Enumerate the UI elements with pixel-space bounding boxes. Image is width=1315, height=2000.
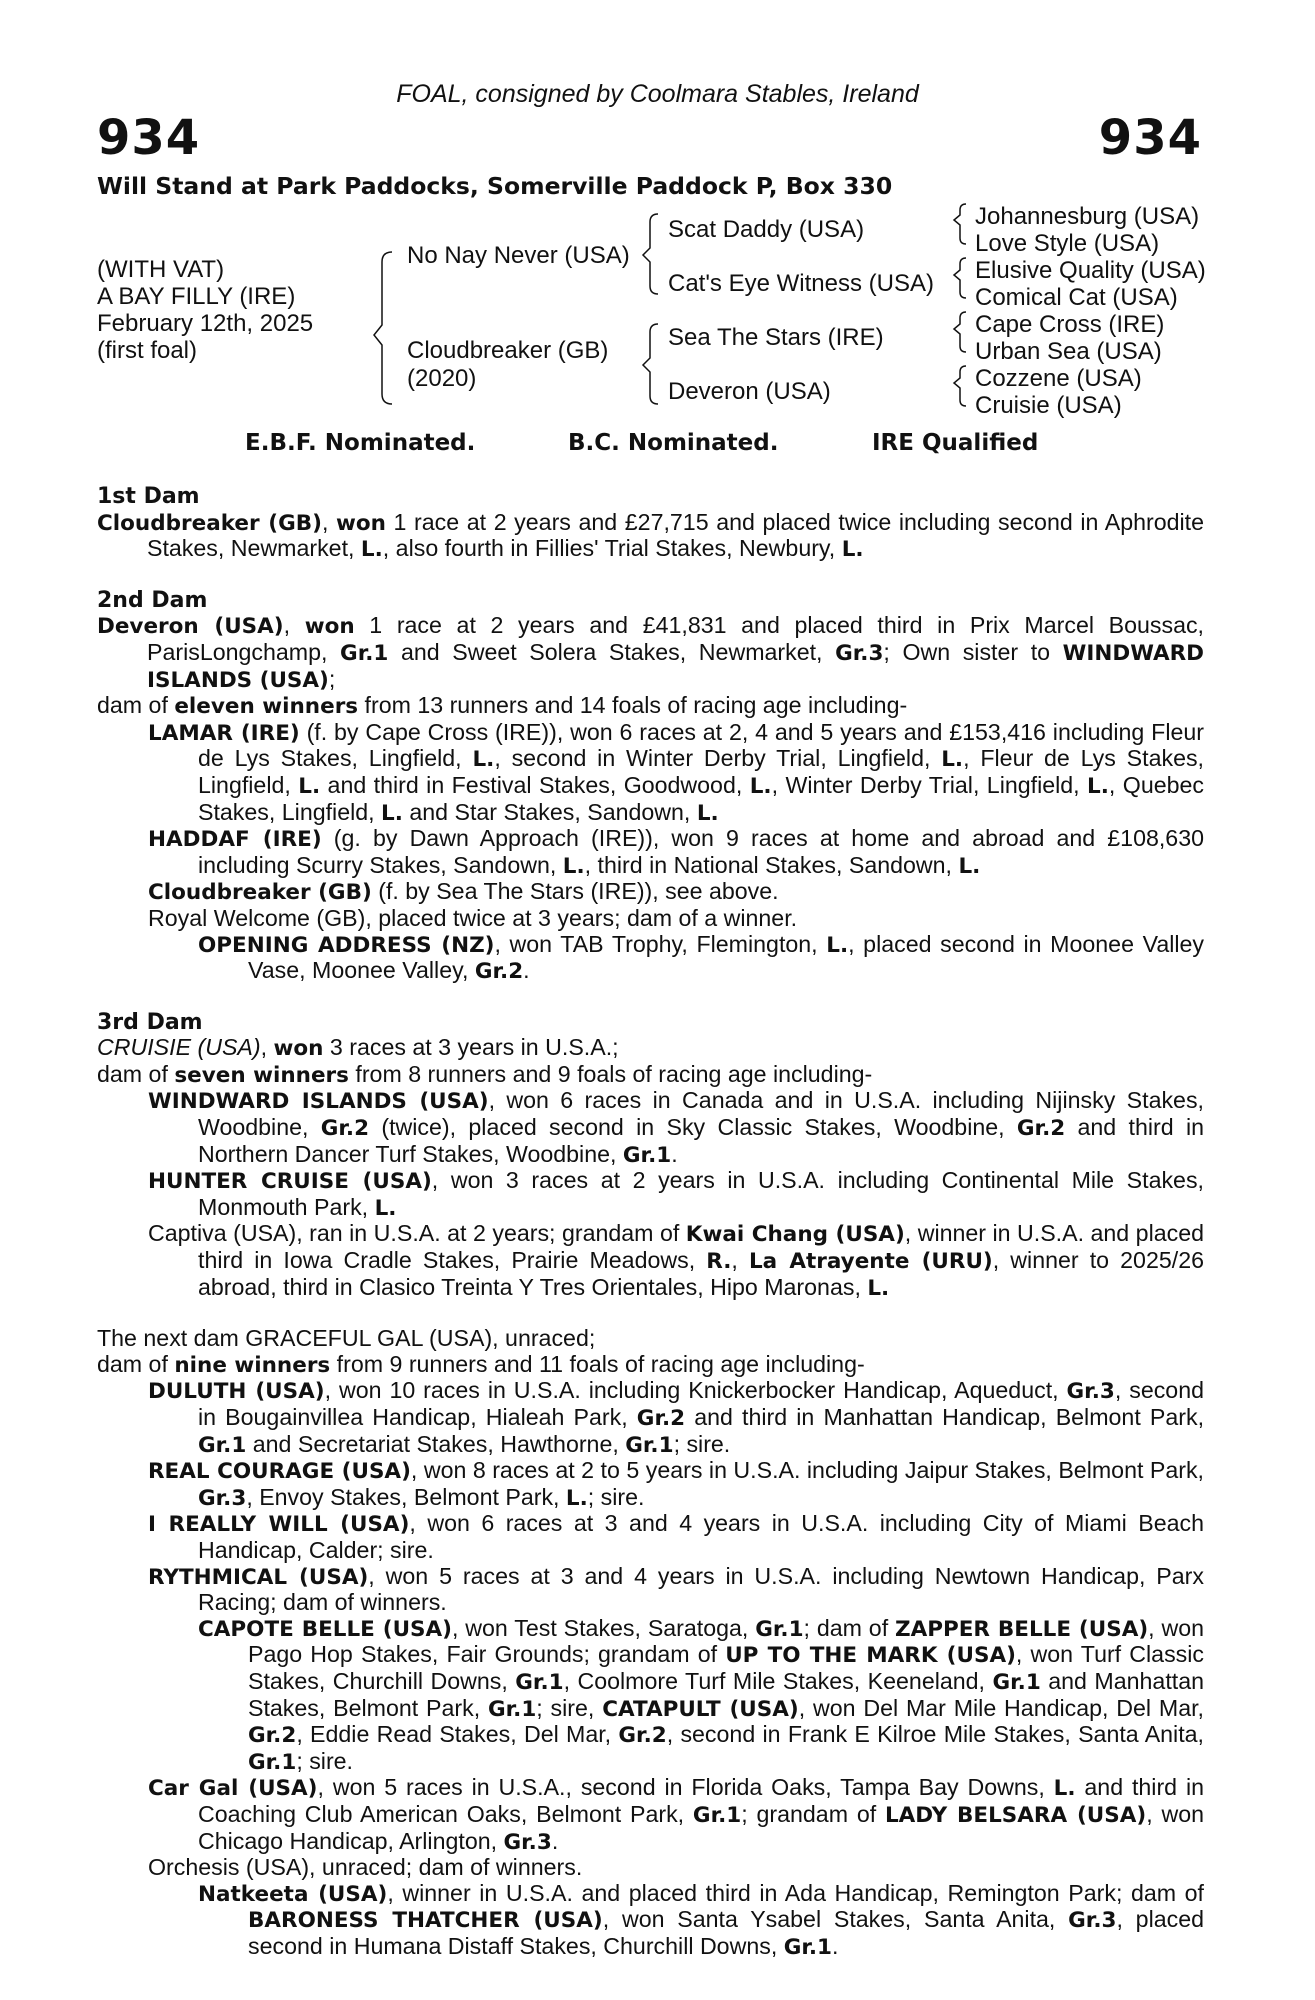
race-text: , also fourth in Fillies' Trial Stakes, Newbury, <box>382 535 842 562</box>
race-text: , placed second in Humana Distaff Stakes, Churchill Downs, <box>248 1906 1205 1959</box>
listed-label: L. <box>749 773 772 799</box>
race-text: , won Del Mar Mile Handicap, Del Mar, <box>798 1694 1204 1721</box>
subject-note: (first foal) <box>97 337 198 364</box>
g3-1: Johannesburg (USA) <box>975 203 1200 230</box>
horse-name: I REALLY WILL (USA) <box>148 1512 410 1538</box>
race-text: 1 race at 2 years and £41,831 and placed third in Prix Marcel Boussac, ParisLongchamp, <box>147 612 1204 665</box>
produce-text: dam of <box>97 1060 175 1087</box>
produce-text: dam of <box>97 692 175 719</box>
g3-6: Urban Sea (USA) <box>975 338 1162 365</box>
produce-duluth <box>97 1378 1204 1458</box>
horse-name: REAL COURAGE (USA) <box>148 1459 411 1485</box>
race-text: , Eddie Read Stakes, Del Mar, <box>296 1721 619 1748</box>
won-label: won <box>335 510 386 536</box>
dam-sire: Sea The Stars (IRE) <box>668 324 884 351</box>
subject-name: A BAY FILLY (IRE) <box>97 283 296 310</box>
grade-label: Gr.2 <box>636 1406 686 1431</box>
race-text: Royal Welcome (GB), placed twice at 3 years; dam of a winner. <box>148 904 798 931</box>
race-text: , won 5 races in U.S.A., second in Florida Oaks, Tampa Bay Downs, <box>317 1774 1054 1801</box>
horse-name: HADDAF (IRE) <box>148 827 322 853</box>
listed-label: L. <box>696 800 719 826</box>
horse-name: CAPOTE BELLE (USA) <box>198 1616 452 1642</box>
grade-label: Gr.2 <box>248 1723 297 1749</box>
horse-name: CATAPULT (USA) <box>602 1696 799 1722</box>
race-text: , <box>260 1034 274 1061</box>
brace-g4 <box>954 366 966 406</box>
third-dam-heading: 3rd Dam <box>97 1009 203 1035</box>
grade-label: Gr.2 <box>1016 1116 1066 1142</box>
listed-label: L. <box>472 747 495 773</box>
brace-sire <box>643 214 658 294</box>
race-text: , winner in U.S.A. and placed third in Iowa Cradle Stakes, Prairie Meadows, <box>198 1220 1205 1274</box>
lot-number-left: 934 <box>97 110 201 166</box>
g3-7: Cozzene (USA) <box>975 365 1142 392</box>
race-text: , won Santa Ysabel Stakes, Santa Anita, <box>602 1906 1069 1933</box>
produce-text: from 9 runners and 11 foals of racing age including- <box>330 1350 865 1377</box>
race-text: ; Own sister to <box>883 638 1063 665</box>
produce-captiva <box>97 1221 1204 1301</box>
produce-opening-address <box>97 932 1204 985</box>
race-text: and third in Northern Dancer Turf Stakes, Woodbine, <box>198 1114 1204 1167</box>
horse-name: HUNTER CRUISE (USA) <box>148 1169 432 1195</box>
grade-label: Gr.2 <box>320 1116 370 1142</box>
bc-nominated: B.C. Nominated. <box>568 430 779 456</box>
listed-label: L. <box>381 800 403 826</box>
grade-label: Gr.1 <box>625 1432 674 1458</box>
horse-name: ZAPPER BELLE (USA) <box>895 1616 1149 1642</box>
grade-label: Gr.3 <box>1068 1908 1117 1934</box>
brace-g2 <box>954 258 966 298</box>
second-dam-entry: Deveron (USA), won 1 race at 2 years and £41,831 and placed third in Prix Marcel Boussac, ParisLongchamp, Gr.1 and Sweet Solera Stakes, Newmarket, Gr.3; Own sister to WINDWARD ISLANDS (USA); <box>97 612 1204 693</box>
race-text: , winner to 2025/26 abroad, third in Clasico Treinta Y Tres Orientales, Hipo Maronas, <box>198 1247 1204 1300</box>
race-text: , won 3 races at 2 years in U.S.A. including Continental Mile Stakes, Monmouth Park, <box>198 1167 1204 1220</box>
listed-label: L. <box>958 853 981 879</box>
race-text: , won TAB Trophy, Flemington, <box>494 930 827 957</box>
race-text: (twice), placed second in Sky Classic Stakes, Woodbine, <box>369 1114 1017 1141</box>
ire-qualified: IRE Qualified <box>872 430 1039 456</box>
race-text: (f. by Sea The Stars (IRE)), see above. <box>371 878 779 905</box>
produce-cloudbreaker <box>97 879 1204 906</box>
race-text: and third in Festival Stakes, Goodwood, <box>320 771 750 798</box>
lot-number-right: 934 <box>1098 110 1202 166</box>
race-text: and Star Stakes, Sandown, <box>402 798 697 825</box>
race-text: , winner in U.S.A. and placed third in Ada Handicap, Remington Park; dam of <box>387 1879 1205 1906</box>
grade-label: Gr.3 <box>835 640 884 666</box>
grade-label: Gr.1 <box>992 1669 1041 1695</box>
horse-name: Deveron (USA) <box>97 614 284 640</box>
race-text: . <box>671 1140 678 1167</box>
fourth-dam-produce-line <box>97 1352 1204 1379</box>
race-text: , second in Winter Derby Trial, Lingfield, <box>494 745 942 772</box>
horse-name: WINDWARD ISLANDS (USA) <box>148 1089 489 1115</box>
first-dam-entry: Cloudbreaker (GB), won 1 race at 2 years and £27,715 and placed twice including second in Aphrodite Stakes, Newmarket, L., also fourth in Fillies' Trial Stakes, Newbury, L. <box>97 508 1204 563</box>
brace-dam <box>643 324 658 404</box>
race-text: and Manhattan Stakes, Belmont Park, <box>248 1667 1204 1721</box>
race-text: ; sire. <box>673 1430 731 1457</box>
race-text: , won Test Stakes, Saratoga, <box>452 1614 756 1641</box>
grade-label: Gr.1 <box>783 1934 833 1960</box>
winner-count: nine winners <box>174 1352 331 1378</box>
grade-label: Gr.3 <box>198 1485 247 1511</box>
sire-dam: Cat's Eye Witness (USA) <box>668 270 934 297</box>
listed-label: L. <box>841 537 864 563</box>
race-text: and Secretariat Stakes, Hawthorne, <box>246 1430 626 1457</box>
grade-label: Gr.1 <box>340 640 389 666</box>
horse-name: Car Gal (USA) <box>148 1776 318 1802</box>
won-label: won <box>273 1036 324 1062</box>
listed-label: L. <box>941 747 964 773</box>
winner-count: eleven winners <box>174 694 359 720</box>
race-text: and third in Coaching Club American Oaks, Belmont Park, <box>198 1774 1204 1827</box>
listed-label: L. <box>826 932 849 958</box>
sire-sire: Scat Daddy (USA) <box>668 216 865 243</box>
catalogue-body <box>97 484 1204 1960</box>
g3-5: Cape Cross (IRE) <box>975 311 1165 338</box>
race-text: (g. by Dawn Approach (IRE)), won 9 races at home and abroad and £108,630 including Scurry Stakes, Sandown, <box>198 825 1204 878</box>
horse-name: Cloudbreaker (GB) <box>148 880 372 906</box>
g3-2: Love Style (USA) <box>975 230 1160 257</box>
listed-label: L. <box>374 1195 397 1221</box>
produce-rythmical <box>97 1564 1204 1616</box>
listed-label: L. <box>562 853 585 879</box>
race-text: , placed second in Moonee Valley Vase, Moonee Valley, <box>248 930 1205 984</box>
produce-natkeeta <box>97 1881 1204 1961</box>
produce-hunter-cruise <box>97 1168 1204 1221</box>
sire: No Nay Never (USA) <box>407 242 630 269</box>
produce-text: from 8 runners and 9 foals of racing age including- <box>348 1060 873 1087</box>
race-text: , won 6 races at 3 and 4 years in U.S.A. including City of Miami Beach Handicap, Calder; sire. <box>198 1510 1205 1563</box>
produce-lamar <box>97 720 1204 826</box>
race-text: . <box>551 1827 559 1854</box>
race-text: , Fleur de Lys Stakes, Lingfield, <box>198 745 1205 798</box>
race-text: , second in Frank E Kilroe Mile Stakes, Santa Anita, <box>666 1721 1204 1748</box>
g3-3: Elusive Quality (USA) <box>975 257 1206 284</box>
brace-g3 <box>954 312 966 352</box>
race-text: Captiva (USA), ran in U.S.A. at 2 years; grandam of <box>148 1220 686 1247</box>
dam: Cloudbreaker (GB) <box>407 337 609 364</box>
race-text: ; sire. <box>587 1483 645 1510</box>
dam-year: (2020) <box>407 365 477 392</box>
subject-dob: February 12th, 2025 <box>97 310 314 337</box>
listed-label: L. <box>1053 1776 1076 1802</box>
horse-name: Natkeeta (USA) <box>198 1881 388 1907</box>
race-text: , won 10 races in U.S.A. including Knickerbocker Handicap, Aqueduct, <box>324 1377 1067 1404</box>
race-text: and Sweet Solera Stakes, Newmarket, <box>388 638 836 665</box>
race-text: ; dam of <box>803 1614 895 1641</box>
horse-name: UP TO THE MARK (USA) <box>725 1643 1016 1669</box>
race-text: , won Pago Hop Stakes, Fair Grounds; grandam of <box>248 1614 1205 1668</box>
race-text: 1 race at 2 years and £27,715 and placed twice including second in Aphrodite Stakes, Newmarket, <box>147 508 1204 562</box>
brace-g1 <box>954 204 966 244</box>
listed-label: L. <box>1087 773 1109 799</box>
brace-subject <box>374 252 392 404</box>
horse-name: WINDWARD ISLANDS (USA) <box>147 640 1204 693</box>
horse-name: Kwai Chang (USA) <box>685 1222 905 1248</box>
grade-label: Gr.2 <box>618 1723 667 1749</box>
horse-name: RYTHMICAL (USA) <box>148 1564 369 1590</box>
race-text: . <box>523 957 530 984</box>
listed-label: L. <box>298 773 321 799</box>
produce-orchesis <box>97 1855 1204 1881</box>
grade-label: Gr.1 <box>622 1142 672 1168</box>
listed-label: L. <box>565 1485 588 1511</box>
dam-dam: Deveron (USA) <box>668 378 831 405</box>
horse-name: BARONESS THATCHER (USA) <box>248 1908 603 1934</box>
location-line: Will Stand at Park Paddocks, Somerville Paddock P, Box 330 <box>97 172 893 200</box>
first-dam-heading: 1st Dam <box>97 484 200 509</box>
horse-name: DULUTH (USA) <box>148 1379 325 1405</box>
g3-4: Comical Cat (USA) <box>975 284 1178 311</box>
race-text: and third in Manhattan Handicap, Belmont Park, <box>685 1404 1205 1430</box>
listed-label: L. <box>867 1275 890 1301</box>
race-text: , Envoy Stakes, Belmont Park, <box>246 1483 566 1510</box>
horse-name: OPENING ADDRESS (NZ) <box>198 932 495 958</box>
race-text: , won 8 races at 2 to 5 years in U.S.A. including Jaipur Stakes, Belmont Park, <box>410 1457 1204 1484</box>
race-text: (f. by Cape Cross (IRE)), won 6 races at 2, 4 and 5 years and £153,416 including Fleur de Lys Stakes, Lingfield, <box>198 718 1205 772</box>
produce-capote-belle <box>97 1616 1204 1776</box>
produce-text: dam of <box>97 1350 175 1377</box>
horse-name: Cloudbreaker (GB) <box>97 510 322 536</box>
produce-text: from 13 runners and 14 foals of racing age including- <box>358 692 908 719</box>
race-text: , won 6 races in Canada and in U.S.A. including Nijinsky Stakes, Woodbine, <box>198 1087 1204 1141</box>
race-text: , <box>731 1247 749 1274</box>
fourth-dam-entry: The next dam GRACEFUL GAL (USA), unraced; <box>97 1325 596 1352</box>
horse-name: La Atrayente (URU) <box>748 1249 993 1275</box>
pedigree-braces <box>0 0 1315 440</box>
race-text: , Quebec Stakes, Lingfield, <box>198 771 1204 825</box>
grade-label: Gr.1 <box>692 1802 742 1828</box>
produce-i-really-will <box>97 1511 1204 1563</box>
winner-count: seven winners <box>174 1062 349 1088</box>
produce-royal-welcome <box>97 906 1204 932</box>
race-text: , third in National Stakes, Sandown, <box>584 851 959 878</box>
grade-label: Gr.3 <box>503 1829 552 1855</box>
subject-vat: (WITH VAT) <box>97 256 225 283</box>
horse-name: LADY BELSARA (USA) <box>884 1802 1147 1828</box>
horse-name: LAMAR (IRE) <box>148 720 300 746</box>
race-text: , second in Bougainvillea Handicap, Hialeah Park, <box>198 1377 1204 1430</box>
race-text: ; sire. <box>296 1747 354 1774</box>
grade-label: Gr.3 <box>1066 1379 1115 1405</box>
grade-label: Gr.1 <box>248 1749 297 1775</box>
won-label: won <box>304 614 355 640</box>
restricted-label: R. <box>706 1249 732 1275</box>
produce-windward-islands <box>97 1088 1204 1168</box>
grade-label: Gr.1 <box>198 1432 247 1458</box>
grade-label: Gr.2 <box>474 959 524 985</box>
race-text: , Winter Derby Trial, Lingfield, <box>771 771 1088 798</box>
race-text: , won Turf Classic Stakes, Churchill Downs, <box>248 1641 1204 1694</box>
race-text: 3 races at 3 years in U.S.A.; <box>323 1034 619 1061</box>
second-dam-heading: 2nd Dam <box>97 587 208 613</box>
ebf-nominated: E.B.F. Nominated. <box>245 430 476 456</box>
horse-name: CRUISIE (USA) <box>97 1034 261 1061</box>
third-dam-produce-line <box>97 1062 1204 1089</box>
grade-label: Gr.1 <box>755 1616 804 1642</box>
grade-label: Gr.1 <box>487 1696 537 1722</box>
grade-label: Gr.1 <box>515 1669 564 1695</box>
race-text: ; <box>328 665 336 692</box>
race-text: ; sire, <box>536 1694 603 1721</box>
produce-haddaf <box>97 826 1204 879</box>
race-text: . <box>832 1932 839 1959</box>
second-dam-produce-line <box>97 693 1204 720</box>
produce-real-courage <box>97 1458 1204 1511</box>
third-dam-entry <box>97 1035 1204 1062</box>
listed-label: L. <box>360 537 383 563</box>
race-text: , won Chicago Handicap, Arlington, <box>198 1800 1204 1854</box>
race-text: , won 5 races at 3 and 4 years in U.S.A. including Newtown Handicap, Parx Racing; dam of winners. <box>198 1562 1204 1616</box>
consignor-line: FOAL, consigned by Coolmara Stables, Ireland <box>396 80 919 108</box>
race-text: ; grandam of <box>741 1800 885 1827</box>
g3-8: Cruisie (USA) <box>975 392 1122 419</box>
race-text: , Coolmore Turf Mile Stakes, Keeneland, <box>563 1667 993 1694</box>
race-text: Orchesis (USA), unraced; dam of winners. <box>148 1854 583 1881</box>
produce-car-gal <box>97 1775 1204 1855</box>
